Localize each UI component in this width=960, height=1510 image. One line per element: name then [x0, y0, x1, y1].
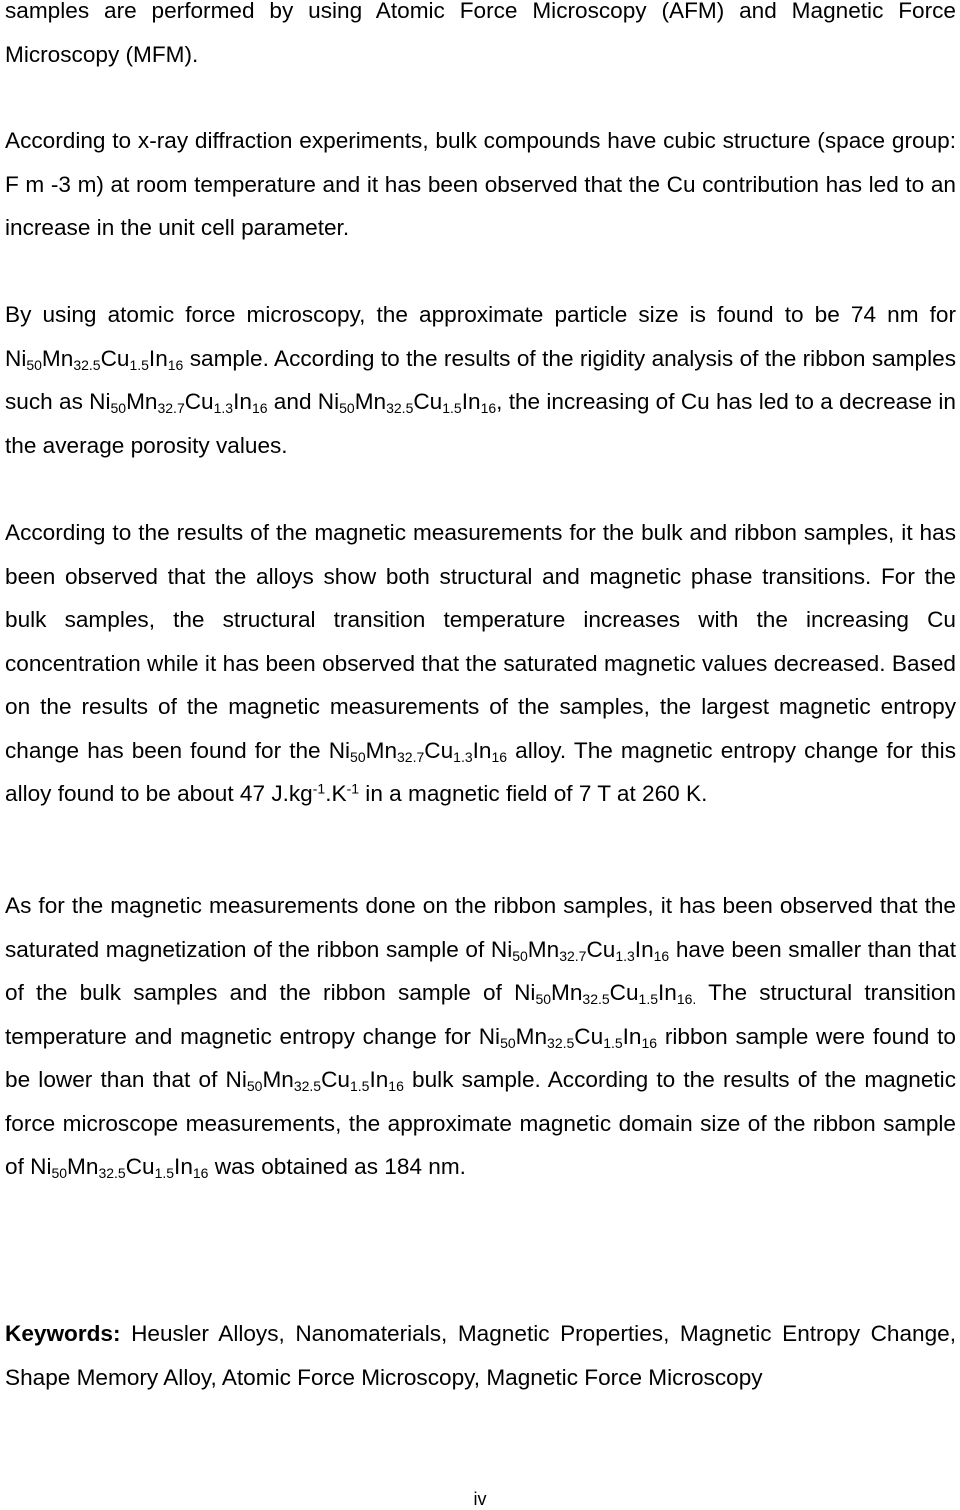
chemical-formula: $Ni_{50}Mn_{32.7}Cu_{1.3}In_{16}$	[490, 936, 670, 964]
paragraph-magnetic-measurements-bulk	[5, 511, 956, 816]
text-run: alloy. The magnetic entropy change for this alloy found to be about 47 J.kg	[5, 737, 956, 806]
superscript: -1	[346, 780, 360, 797]
text-run: have been smaller than that of the bulk samples and the ribbon sample of	[5, 936, 956, 1005]
text-run: According to the results of the magnetic measurements for the bulk and ribbon samples, it has been observed that the alloys show both structural and magnetic phase transitions. For the bulk samples, the structural transition temperature increases with the increasing Cu concentration while it has been observed that the saturated magnetic values decreased. Based on the results of the magnetic measurements of the samples, the largest magnetic entropy change has been found for the	[5, 520, 956, 763]
text-run: By using atomic force microscopy, the approximate particle size is found to be 74 nm for	[5, 302, 956, 327]
text-run: ribbon sample were found to be lower than that of	[5, 1023, 956, 1092]
chemical-formula: $Ni_{50}Mn_{32.5}Cu_{1.5}In_{16}$	[317, 389, 497, 416]
text-run: bulk sample. According to the results of the magnetic force microscope measurements, the approximate magnetic domain size of the ribbon sample of	[5, 1067, 956, 1179]
keywords-list: Heusler Alloys, Nanomaterials, Magnetic Properties, Magnetic Entropy Change, Shape Memory Alloy, Atomic Force Microscopy, Magnetic Force Microscopy	[5, 1321, 956, 1390]
text-run: and	[267, 389, 318, 414]
paragraph-magnetic-measurements-ribbon	[5, 884, 956, 1189]
paragraph-methods-summary	[5, 0, 956, 76]
paragraph-afm-results	[5, 293, 956, 467]
text-run: sample. According to the results of the rigidity analysis of the ribbon samples such as	[5, 345, 956, 414]
page-number: iv	[473, 1489, 487, 1509]
text-run: , the increasing of Cu has led to a decrease in the average porosity values.	[5, 389, 956, 458]
chemical-formula: $Ni_{50}Mn_{32.5}Cu_{1.5}In_{16}$	[225, 1067, 404, 1094]
chemical-formula: $Ni_{50}Mn_{32.5}Cu_{1.5}In_{16.}$	[514, 980, 697, 1007]
text-run: As for the magnetic measurements done on the ribbon samples, it has been observed that the saturated magnetization of the ribbon sample of	[5, 893, 956, 962]
text-run: was obtained as 184 nm.	[208, 1154, 466, 1179]
text-run: According to x-ray diffraction experiments, bulk compounds have cubic structure (space group: F m -3 m) at room temperature and it has been observed that the Cu contribution has led to an increase in the unit cell parameter.	[5, 128, 956, 240]
chemical-formula: $Ni_{50}Mn_{32.7}Cu_{1.3}In_{16}$	[328, 737, 508, 765]
chemical-formula: $Ni_{50}Mn_{32.5}Cu_{1.5}In_{16}$	[30, 1154, 209, 1181]
keywords-label: Keywords:	[5, 1321, 121, 1346]
chemical-formula: $Ni_{50}Mn_{32.5}Cu_{1.5}In_{16}$	[5, 345, 184, 373]
keywords-paragraph	[5, 1312, 956, 1399]
text-run: .K	[325, 781, 347, 806]
chemical-formula: $Ni_{50}Mn_{32.5}Cu_{1.5}In_{16}$	[478, 1023, 658, 1051]
chemical-formula: $Ni_{50}Mn_{32.7}Cu_{1.3}In_{16}$	[89, 389, 268, 416]
text-run: The structural transition temperature and magnetic entropy change for	[5, 980, 956, 1049]
paragraph-xrd-results	[5, 119, 956, 250]
superscript: -1	[312, 780, 326, 797]
text-run: in a magnetic field of 7 T at 260 K.	[359, 781, 708, 806]
text-run: samples are performed by using Atomic Force Microscopy (AFM) and Magnetic Force Microscopy (MFM).	[5, 0, 956, 67]
